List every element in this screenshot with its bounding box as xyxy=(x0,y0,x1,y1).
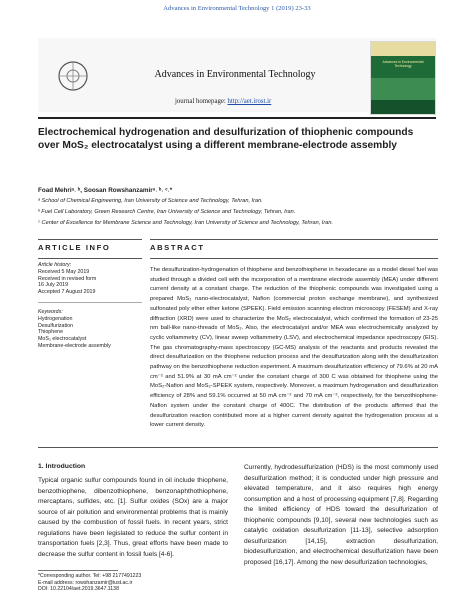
article-info-heading: ARTICLE INFO xyxy=(38,243,111,252)
keyword: Desulfurization xyxy=(38,322,74,329)
homepage-label: journal homepage: xyxy=(175,98,226,105)
journal-cover-icon xyxy=(370,41,436,115)
abstract-text: The desulfurization-hydrogenation of thiophene and benzothiophene in hexadecane as a model diesel fuel was studied through a divided cell with the incorporation of a membrane electrode assembly (MEA) under different current density at a constant charge. The reduction of the thiophenic compounds was investigated using a prepared MoS₂ nano-electrocatalyst, Nafion (commercial proton exchange membrane), and synthesized sulfonated poly ether ether ketone (SPEEK). Field emission scanning electron microscopy (FESEM) and X-ray diffraction (XRD) were used to characterize the MoS₂ electrocatalyst, which confirmed the formation of 23-25 nm ball-like nano-threads of MoS₂. Also, the electrocatalyst and/or MEA was electrochemically analyzed by cyclic voltammetry (CV), linear sweep voltammetry (LSV), and electrochemical impedance spectroscopy (EIS). The gas chromatography-mass spectroscopy (GC-MS) analysis of the reactants and products revealed the direct desulfurization on the thiophene reduction process and the desulfurization along with the desulfurization pathway on the benzothiophene reduction experiment. A maximum desulfurization efficiency of 79.6% at 20 mA cm⁻² and 51.9% at 30 mA cm⁻² under the constant charge of 300 C was obtained for thiophene using the MoS₂-Nafion and MoS₂-SPEEK system, respectively. Moreover, a maximum hydrogenation and desulfurization efficiency of 28% and 59.1% occurred at 50 mA cm⁻² and 70 mA cm⁻², respectively, for the benzothiophene-Nafion system under the constant charge of 400C. The distribution of the products affirmed that the desulfurization reaction contributed more at a higher current density against the hydrogenation process at a lower current density. xyxy=(150,267,438,429)
rule-abstract-top xyxy=(150,239,438,240)
rule-abstract-bottom xyxy=(38,447,438,448)
keyword: MoS₂ electrocatalyst xyxy=(38,336,87,343)
history-item: Accepted 7 August 2019 xyxy=(38,289,96,296)
author-email: E-mail address: rowshanzamir@iust.ac.ir xyxy=(38,579,133,586)
cover-title: Advances in Environmental Technology xyxy=(382,60,424,68)
keywords-label: Keywords: xyxy=(38,308,63,315)
keyword: Thiophene xyxy=(38,329,64,336)
journal-name: Advances in Environmental Technology xyxy=(154,69,316,80)
article-info xyxy=(38,262,142,350)
affiliation-a: ᵃ School of Chemical Engineering, Iran University of Science and Technology, Tehran, Iran. xyxy=(38,198,263,204)
footnote-rule xyxy=(38,570,118,571)
rule-abstract-mid xyxy=(150,258,438,259)
introduction-heading: 1. Introduction xyxy=(38,463,86,470)
intro-right-column: Currently, hydrodesulfurization (HDS) is the most commonly used desulfurization method; it is conducted under high pressure and elevated temperature, and it also requires high energy consumption and a host of processing equipment [7,8]. Regarding the limited efficiency of HDS toward the desulfurization of thiophenic compounds [9,10], several new technologies such as catalytic oxidation desulfurization [11-13], selective adsorption desulfurization [14,15], extraction desulfurization, biodesulfurization, and electrochemical desulfurization have been proposed [16,17]. Among the new desulfurization technologies, xyxy=(244,464,438,566)
paper-title: Electrochemical hydrogenation and desulfurization of thiophenic compounds over MoS₂ electrocatalyst using a different membrane-electrode assembly xyxy=(38,127,414,152)
affiliation-b: ᵇ Fuel Cell Laboratory, Green Research Centre, Iran University of Science and Technology, Tehran, Iran. xyxy=(38,209,296,215)
history-label: Article history: xyxy=(38,262,72,268)
info-divider xyxy=(38,302,142,303)
keyword: Hydrogenation xyxy=(38,315,73,322)
doi: DOI: 10.22104/aet.2019.3647.1138 xyxy=(38,586,119,593)
history-item: Received 5 May 2019 xyxy=(38,268,90,275)
intro-left-column: Typical organic sulfur compounds found in oil include thiophene, benzothiophene, dibenzothiophene, benzonaphthothiophene, mercaptans, sulfides, etc. [1]. Sulfur oxides (SOx) are a major source of air pollution and environmental problems that is mainly caused by the combustion of fossil fuels. In recent years, strict regulations have been legislated to reduce the sulfur content in transportation fuels [2,3]. Thus, great efforts have been made to decrease the sulfur content in fossil fuels [4-6]. xyxy=(38,477,228,558)
abstract-heading: ABSTRACT xyxy=(150,243,205,252)
running-head: Advances in Environmental Technology 1 (2019) 23-33 xyxy=(163,5,311,12)
history-item: Received in revised form xyxy=(38,275,97,282)
corresponding-author: *Corresponding author. Tel: +98 2177491223 xyxy=(38,573,142,579)
history-item: 16 July 2019 xyxy=(38,282,69,289)
homepage-link[interactable]: http://aet.irost.ir xyxy=(227,98,272,105)
journal-homepage xyxy=(175,98,271,105)
rule-info-top xyxy=(38,239,142,240)
authors: Foad Mehriᵃ˒ ᵇ, Soosan Rowshanzamirᵃ˒ ᵇ˒ ᶜ˒* xyxy=(38,187,173,194)
header-rule xyxy=(38,117,436,119)
footnotes xyxy=(38,573,141,593)
rule-info-mid xyxy=(38,258,142,259)
keyword: Membrane-electrode assembly xyxy=(38,342,111,349)
affiliation-c: ᶜ Center of Excellence for Membrane Science and Technology, Iran University of Science and Technology, Tehran, Iran. xyxy=(38,220,333,226)
